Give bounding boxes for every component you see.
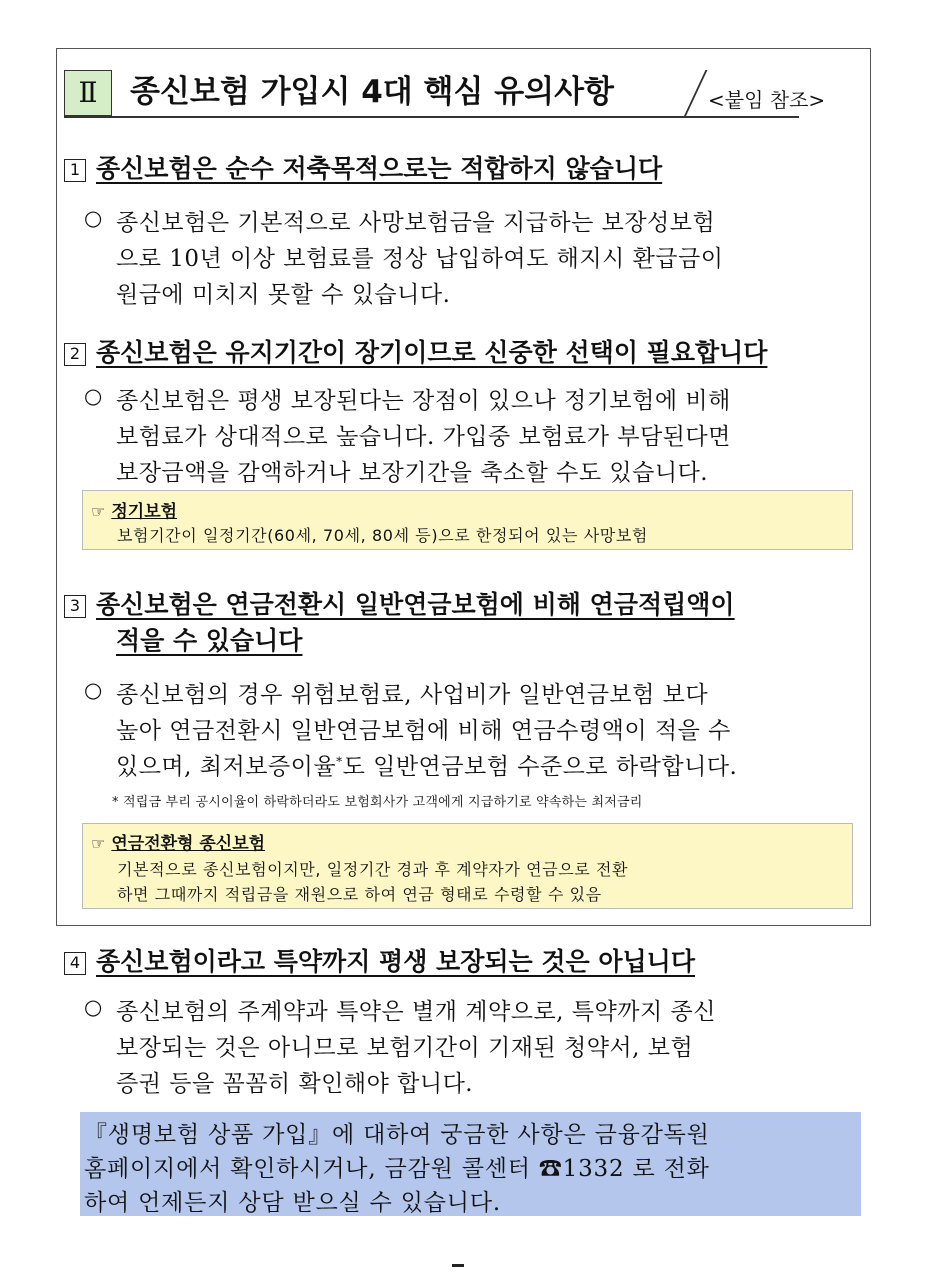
definition-note	[82, 823, 853, 909]
bullet-icon: ○	[84, 206, 103, 230]
page-marker	[452, 1264, 464, 1267]
section-1-number: 1	[64, 159, 86, 182]
section-3-line	[116, 748, 737, 781]
section-2-line: 보장금액을 감액하거나 보장기간을 축소할 수도 있습니다.	[116, 460, 709, 486]
footnote	[112, 791, 643, 810]
title-reference: <붙임 참조>	[708, 88, 826, 112]
contact-line: 『생명보험 상품 가입』에 대하여 궁금한 사항은 금융감독원	[84, 1122, 710, 1148]
section-1-title: 종신보험은 순수 저축목적으로는 적합하지 않습니다	[96, 154, 663, 183]
definition-note	[82, 490, 853, 550]
title-underline	[64, 116, 799, 118]
section-3-line: 높아 연금전환시 일반연금보험에 비해 연금수령액이 적을 수	[116, 718, 731, 744]
page-title: 종신보험 가입시 4대 핵심 유의사항	[130, 74, 614, 110]
section-4-line: 증권 등을 꼼꼼히 확인해야 합니다.	[116, 1071, 474, 1097]
note-text: 보험기간이 일정기간(60세, 70세, 80세 등)으로 한정되어 있는 사망보험	[117, 526, 648, 545]
section-2-line: 종신보험은 평생 보장된다는 장점이 있으나 정기보험에 비해	[116, 388, 731, 414]
section-1-line: 원금에 미치지 못할 수 있습니다.	[116, 282, 451, 308]
section-2-heading	[64, 333, 767, 369]
contact-box	[80, 1112, 861, 1216]
note-label: 연금전환형 종신보험	[111, 834, 266, 854]
section-3-title-cont: 적을 수 있습니다	[116, 626, 303, 655]
bullet-icon: ○	[84, 384, 103, 408]
section-3-line-part: 있으며, 최저보증이율	[116, 754, 337, 780]
section-numeral: Ⅱ	[64, 70, 112, 116]
footnote-star: *	[112, 795, 119, 810]
section-4-title: 종신보험이라고 특약까지 평생 보장되는 것은 아닙니다	[96, 947, 695, 976]
section-3-title: 종신보험은 연금전환시 일반연금보험에 비해 연금적립액이	[96, 590, 735, 619]
section-4-number: 4	[64, 952, 86, 975]
section-1-line: 종신보험은 기본적으로 사망보험금을 지급하는 보장성보험	[116, 210, 716, 236]
footnote-text: 적립금 부리 공시이율이 하락하더라도 보험회사가 고객에게 지급하기로 약속하는 최저금리	[123, 795, 643, 810]
section-3-heading	[64, 585, 735, 621]
note-label: 정기보험	[111, 502, 178, 522]
note-text: 하면 그때까지 적립금을 재원으로 하여 연금 형태로 수령할 수 있음	[117, 885, 602, 904]
section-3-line-part: 도 일반연금보험 수준으로 하락합니다.	[342, 754, 738, 780]
section-4-heading	[64, 942, 695, 978]
section-1-line: 으로 10년 이상 보험료를 정상 납입하여도 해지시 환급금이	[116, 246, 724, 272]
section-4-line: 종신보험의 주계약과 특약은 별개 계약으로, 특약까지 종신	[116, 999, 716, 1025]
section-4-line: 보장되는 것은 아니므로 보험기간이 기재된 청약서, 보험	[116, 1035, 694, 1061]
section-3-number: 3	[64, 595, 86, 618]
section-3-heading-cont	[116, 621, 302, 657]
contact-line: 하여 언제든지 상담 받으실 수 있습니다.	[84, 1190, 501, 1216]
section-2-number: 2	[64, 343, 86, 366]
pointing-hand-icon: ☞	[91, 834, 106, 853]
pointing-hand-icon: ☞	[91, 502, 106, 521]
bullet-icon: ○	[84, 678, 103, 702]
footnote-marker: *	[336, 754, 343, 769]
note-text: 기본적으로 종신보험이지만, 일정기간 경과 후 계약자가 연금으로 전환	[117, 860, 629, 879]
section-2-title: 종신보험은 유지기간이 장기이므로 신중한 선택이 필요합니다	[96, 338, 768, 367]
section-1-heading	[64, 149, 662, 185]
bullet-icon: ○	[84, 995, 103, 1019]
contact-line: 홈페이지에서 확인하시거나, 금감원 콜센터 ☎1332 로 전화	[84, 1156, 710, 1182]
section-2-line: 보험료가 상대적으로 높습니다. 가입중 보험료가 부담된다면	[116, 424, 731, 450]
section-3-line: 종신보험의 경우 위험보험료, 사업비가 일반연금보험 보다	[116, 682, 709, 708]
